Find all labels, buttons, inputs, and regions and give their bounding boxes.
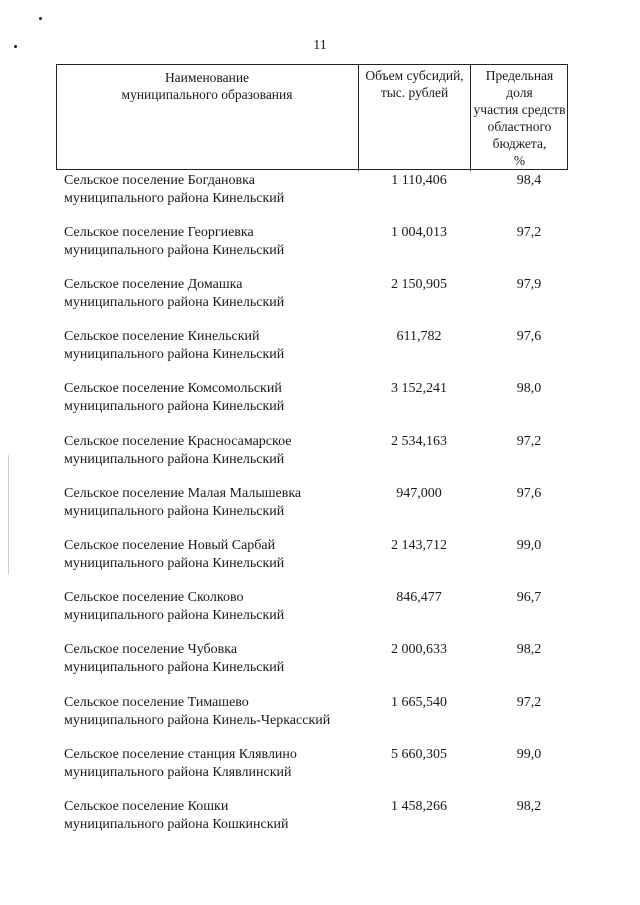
municipality-name: Сельское поселение Красносамарское муниципального района Кинельский [64,434,292,467]
table-row [64,433,584,473]
subsidy-volume: 1 110,406 [391,173,447,188]
subsidy-volume: 3 152,241 [391,381,447,396]
subsidy-volume: 846,477 [396,590,442,605]
budget-share: 98,4 [516,173,542,188]
municipality-name: Сельское поселение Домашка муниципального района Кинельский [64,277,285,310]
table-row [64,328,584,368]
header-volume-column [358,65,470,171]
municipality-name: Сельское поселение станция Клявлино муниципального района Клявлинский [64,747,297,780]
budget-share: 96,7 [516,590,542,605]
municipality-name: Сельское поселение Богдановка муниципального района Кинельский [64,173,285,206]
municipality-name: Сельское поселение Малая Малышевка муниципального района Кинельский [64,486,302,519]
header-share-line: участия средств [473,102,566,117]
budget-share: 98,2 [516,642,542,657]
table-row [64,798,584,838]
table-row [64,641,584,681]
budget-share: 97,6 [516,329,542,344]
subsidy-volume: 611,782 [396,329,442,344]
municipality-name: Сельское поселение Чубовка муниципального района Кинельский [64,642,285,675]
budget-share: 98,2 [516,799,542,814]
table-row [64,589,584,629]
table-row [64,380,584,420]
scan-margin-line [8,455,9,575]
header-share-line: доля [506,85,533,100]
budget-share: 99,0 [516,747,542,762]
header-volume-line: Объем субсидий, [365,68,464,83]
table-row [64,485,584,525]
subsidy-volume: 947,000 [396,486,442,501]
municipality-name: Сельское поселение Кинельский муниципального района Кинельский [64,329,285,362]
municipality-name: Сельское поселение Сколково муниципального района Кинельский [64,590,285,623]
header-volume-line: тыс. рублей [380,85,449,100]
municipality-name: Сельское поселение Новый Сарбай муниципального района Кинельский [64,538,285,571]
subsidy-volume: 2 150,905 [391,277,447,292]
subsidy-volume: 2 534,163 [391,434,447,449]
subsidy-volume: 1 665,540 [391,695,447,710]
municipality-name: Сельское поселение Кошки муниципального района Кошкинский [64,799,289,832]
budget-share: 97,2 [516,695,542,710]
budget-share: 97,2 [516,434,542,449]
budget-share: 98,0 [516,381,542,396]
budget-share: 97,9 [516,277,542,292]
table-row [64,537,584,577]
header-name-line: муниципального образования [121,87,293,102]
subsidy-volume: 5 660,305 [391,747,447,762]
scan-speck [39,17,42,20]
header-share-line: областного [487,119,552,134]
budget-share: 99,0 [516,538,542,553]
subsidy-volume: 1 458,266 [391,799,447,814]
header-name-column [57,65,357,173]
header-share-line: бюджета, [492,136,547,151]
budget-share: 97,6 [516,486,542,501]
municipality-name: Сельское поселение Тимашево муниципального района Кинель-Черкасский [64,695,331,728]
subsidy-volume: 1 004,013 [391,225,447,240]
municipality-name: Сельское поселение Георгиевка муниципального района Кинельский [64,225,285,258]
table-row [64,224,584,264]
subsidy-volume: 2 143,712 [391,538,447,553]
table-row [64,694,584,734]
table-row [64,276,584,316]
table-row [64,172,584,212]
table-header [56,64,568,170]
budget-share: 97,2 [516,225,542,240]
header-name-line: Наименование [164,70,250,85]
municipality-name: Сельское поселение Комсомольский муниципального района Кинельский [64,381,285,414]
page-number: 11 [313,38,327,53]
header-share-line: Предельная [485,68,554,83]
header-share-column [470,65,568,171]
header-share-line: % [513,153,526,168]
table-row [64,746,584,786]
subsidy-volume: 2 000,633 [391,642,447,657]
